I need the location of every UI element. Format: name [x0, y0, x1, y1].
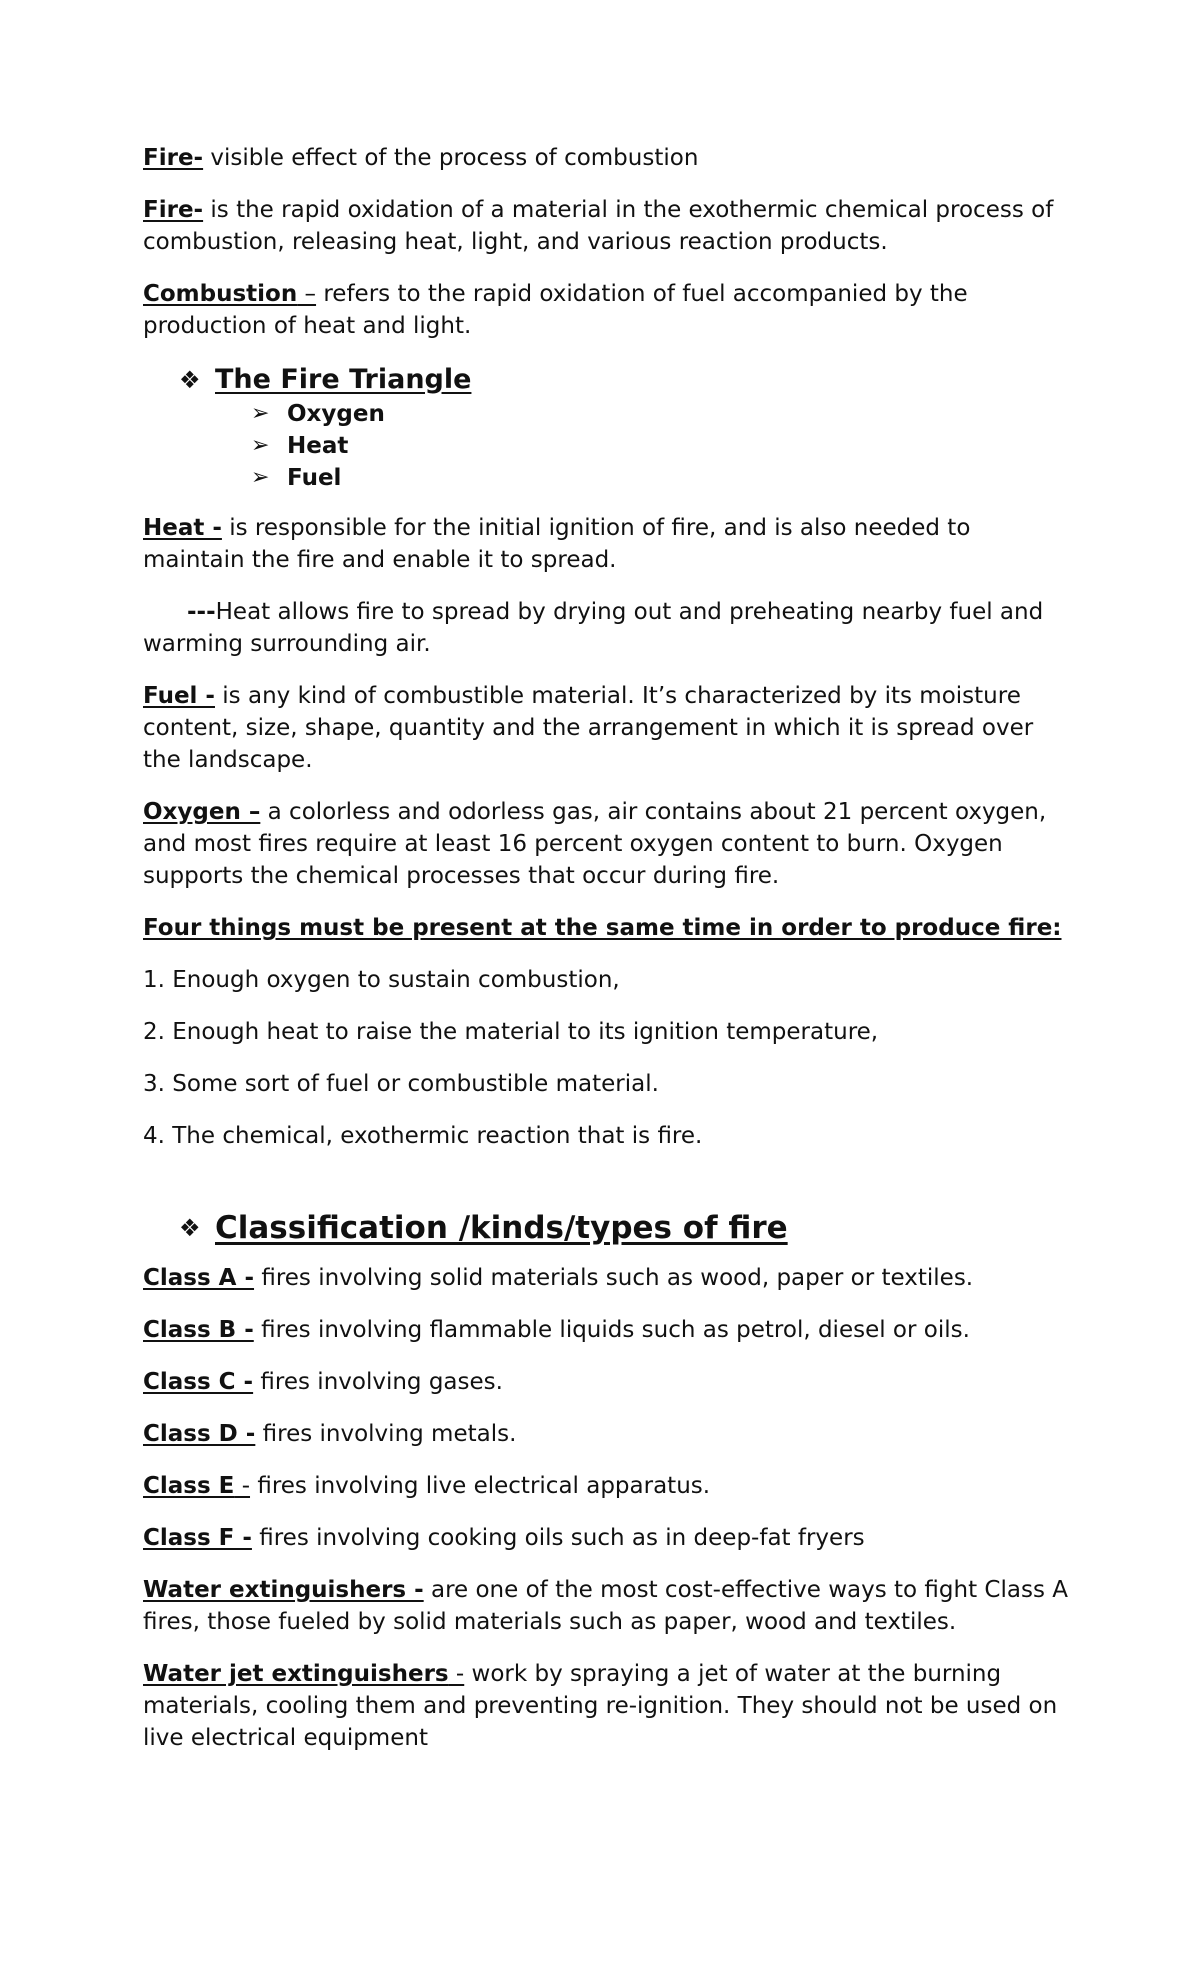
definition-text: a colorless and odorless gas, air contains about 21 percent oxygen, and most fires require at least 16 percent oxygen content to burn. Oxygen supports the chemical processes that occur during fire.	[143, 799, 1047, 889]
definition-text: fires involving solid materials such as wood, paper or textiles.	[254, 1265, 974, 1291]
definition-text: is responsible for the initial ignition of fire, and is also needed to maintain the fire and enable it to spread.	[143, 515, 971, 573]
definition-text: fires involving live electrical apparatus.	[250, 1473, 711, 1499]
class-b	[143, 1314, 1073, 1346]
diamond-bullet-icon: ❖	[179, 1214, 201, 1242]
term: Class D -	[143, 1421, 256, 1447]
definition-text: refers to the rapid oxidation of fuel accompanied by the production of heat and light.	[143, 281, 968, 339]
definition-text: fires involving flammable liquids such as petrol, diesel or oils.	[253, 1317, 970, 1343]
term-separator: -	[234, 1473, 251, 1499]
definition-text: fires involving gases.	[253, 1369, 503, 1395]
definition-text: are one of the most cost-effective ways to fight Class A fires, those fueled by solid materials such as paper, wood and textiles.	[143, 1577, 1068, 1635]
water-extinguishers	[143, 1574, 1073, 1638]
diamond-bullet-icon: ❖	[179, 366, 201, 394]
numbered-item: 1. Enough oxygen to sustain combustion,	[143, 967, 620, 993]
term: Fire-	[143, 197, 204, 223]
class-f	[143, 1522, 1073, 1554]
term: Class E	[143, 1473, 235, 1499]
class-d	[143, 1418, 1073, 1450]
term-separator: -	[448, 1661, 465, 1687]
class-e	[143, 1470, 1073, 1502]
list-item-label: Heat	[287, 433, 349, 459]
classification-heading	[143, 1208, 1080, 1248]
note-text: Heat allows fire to spread by drying out and preheating nearby fuel and warming surrounding air.	[143, 599, 1044, 657]
definition-text: is any kind of combustible material. It’s characterized by its moisture content, size, shape, quantity and the arrangement in which it is spread over the landscape.	[143, 683, 1034, 773]
fire-triangle-list	[143, 398, 1080, 494]
section-title: Classification /kinds/types of fire	[215, 1210, 788, 1246]
term: Combustion	[143, 281, 298, 307]
term: Class F -	[143, 1525, 252, 1551]
list-item-label: Oxygen	[287, 401, 385, 427]
term: Water jet extinguishers	[143, 1661, 449, 1687]
term: Fire-	[143, 145, 204, 171]
class-a	[143, 1262, 1073, 1294]
definition-text: is the rapid oxidation of a material in the exothermic chemical process of combustion, releasing heat, light, and various reaction products.	[143, 197, 1054, 255]
heat-note	[143, 596, 1073, 660]
fire-triangle-heading	[143, 362, 1080, 398]
list-item	[251, 430, 1080, 462]
section-title: The Fire Triangle	[215, 364, 472, 395]
term: Class C -	[143, 1369, 254, 1395]
heading-text: Four things must be present at the same time in order to produce fire:	[143, 915, 1062, 941]
arrow-bullet-icon: ➢	[251, 401, 270, 426]
definition-text: fires involving metals.	[255, 1421, 517, 1447]
arrow-bullet-icon: ➢	[251, 465, 270, 490]
list-item-label: Fuel	[287, 465, 342, 491]
definition-combustion	[143, 278, 1073, 342]
definition-fire-2	[143, 194, 1073, 258]
term-separator: –	[297, 281, 317, 307]
numbered-item: 4. The chemical, exothermic reaction that is fire.	[143, 1123, 703, 1149]
definition-heat	[143, 512, 1073, 576]
definition-fire-1	[143, 142, 1073, 174]
definition-oxygen	[143, 796, 1073, 892]
term: Fuel -	[143, 683, 215, 709]
four-things-heading	[143, 912, 1073, 944]
definition-text: work by spraying a jet of water at the burning materials, cooling them and preventing re-ignition. They should not be used on live electrical equipment	[143, 1661, 1058, 1751]
term: Water extinguishers -	[143, 1577, 424, 1603]
dashes: ---	[187, 599, 216, 625]
arrow-bullet-icon: ➢	[251, 433, 270, 458]
term: Oxygen –	[143, 799, 261, 825]
class-c	[143, 1366, 1073, 1398]
water-jet-extinguishers	[143, 1658, 1073, 1754]
numbered-item: 2. Enough heat to raise the material to its ignition temperature,	[143, 1019, 879, 1045]
term: Class A -	[143, 1265, 255, 1291]
definition-text: fires involving cooking oils such as in deep-fat fryers	[251, 1525, 865, 1551]
list-item	[251, 398, 1080, 430]
numbered-item: 3. Some sort of fuel or combustible material.	[143, 1071, 659, 1097]
list-item	[251, 462, 1080, 494]
term: Class B -	[143, 1317, 254, 1343]
definition-fuel	[143, 680, 1073, 776]
term: Heat -	[143, 515, 222, 541]
definition-text: visible effect of the process of combustion	[203, 145, 699, 171]
